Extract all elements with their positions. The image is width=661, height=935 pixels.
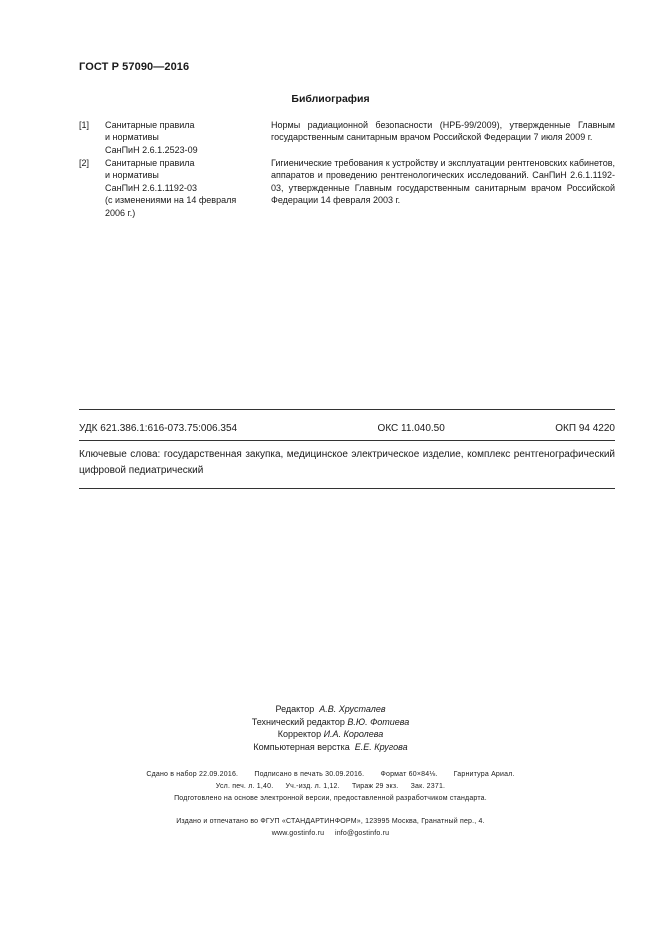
signed-date: Подписано в печать 30.09.2016. xyxy=(254,771,365,778)
source-line: Санитарные правила xyxy=(105,120,195,130)
oks-code: ОКС 11.040.50 xyxy=(377,423,445,434)
layout-name: Е.Е. Кругова xyxy=(354,741,408,752)
tech-editor-name: В.Ю. Фотиева xyxy=(347,716,410,727)
divider-middle xyxy=(79,440,615,441)
bibliography-title: Библиография xyxy=(291,93,370,105)
classification-row xyxy=(79,423,615,434)
tech-editor-label: Технический редактор xyxy=(251,716,345,727)
source-line: (с изменениями на 14 февраля xyxy=(105,195,237,206)
editor-line xyxy=(0,703,661,716)
source-line: и нормативы xyxy=(105,170,159,181)
publisher-contacts xyxy=(0,828,661,840)
divider-top xyxy=(79,409,615,410)
bib-entry-1-source xyxy=(105,119,265,156)
print-sheets: Усл. печ. л. 1,40. xyxy=(215,783,274,790)
divider-bottom xyxy=(79,488,615,489)
credits-block xyxy=(0,703,661,753)
source-line: СанПиН 2.6.1.2523-09 xyxy=(105,144,198,155)
bib-entry-2-description: Гигиенические требования к устройству и эксплуатации рентгеновских кабинетов, аппаратов и проведению рентгенологических исследований. СанПиН 2.6.1.1192-03, утвержденные Главным государственным санитарным врачом Российской Федерации 14 февраля 2003 г. xyxy=(271,158,615,206)
layout-label: Компьютерная верстка xyxy=(253,741,350,752)
bib-entry-1-description: Нормы радиационной безопасности (НРБ-99/2009), утвержденные Главным государственным санитарным врачом Российской Федерации 7 июля 2009 г. xyxy=(271,120,615,143)
standard-code-header: ГОСТ Р 57090—2016 xyxy=(79,61,190,73)
tech-editor-line xyxy=(0,716,661,729)
corrector-name: И.А. Королева xyxy=(323,729,384,739)
publisher-address: Издано и отпечатано во ФГУП «СТАНДАРТИНФОРМ», 123995 Москва, Гранатный пер., 4. xyxy=(176,818,485,825)
corrector-line xyxy=(0,728,661,741)
source-line: СанПиН 2.6.1.1192-03 xyxy=(105,182,197,193)
publisher-block xyxy=(0,816,661,839)
typeset-date: Сдано в набор 22.09.2016. xyxy=(146,771,239,778)
source-line: и нормативы xyxy=(105,132,159,143)
layout-line xyxy=(0,741,661,754)
print-run: Тираж 29 экз. xyxy=(351,783,399,790)
pub-sheets: Уч.-изд. л. 1,12. xyxy=(285,783,340,790)
corrector-label: Корректор xyxy=(277,729,322,739)
bib-entry-2-source xyxy=(105,157,265,219)
keywords: Ключевые слова: государственная закупка, медицинское электрическое изделие, комплекс рентгенографический цифровой педиатрический xyxy=(79,449,615,476)
source-line: Санитарные правила xyxy=(105,158,195,168)
editor-label: Редактор xyxy=(275,704,315,714)
imprint-block xyxy=(0,769,661,805)
imprint-line-2 xyxy=(0,781,661,793)
publisher-email[interactable]: info@gostinfo.ru xyxy=(334,829,390,837)
bib-entry-1-number: [1] xyxy=(79,120,90,130)
okp-code: ОКП 94 4220 xyxy=(555,423,615,434)
udk-code: УДК 621.386.1:616-073.75:006.354 xyxy=(79,423,238,434)
source-line: 2006 г.) xyxy=(105,207,136,218)
imprint-line-1 xyxy=(0,769,661,781)
publisher-website[interactable]: www.gostinfo.ru xyxy=(271,829,325,837)
paper-format: Формат 60×84⅛. xyxy=(380,771,438,778)
order-number: Зак. 2371. xyxy=(410,783,446,790)
font-name: Гарнитура Ариал. xyxy=(453,771,515,778)
bib-entry-2-number: [2] xyxy=(79,158,90,168)
prepared-note: Подготовлено на основе электронной версии, предоставленной разработчиком стандарта. xyxy=(174,795,487,802)
editor-name: А.В. Хрусталев xyxy=(319,704,386,714)
